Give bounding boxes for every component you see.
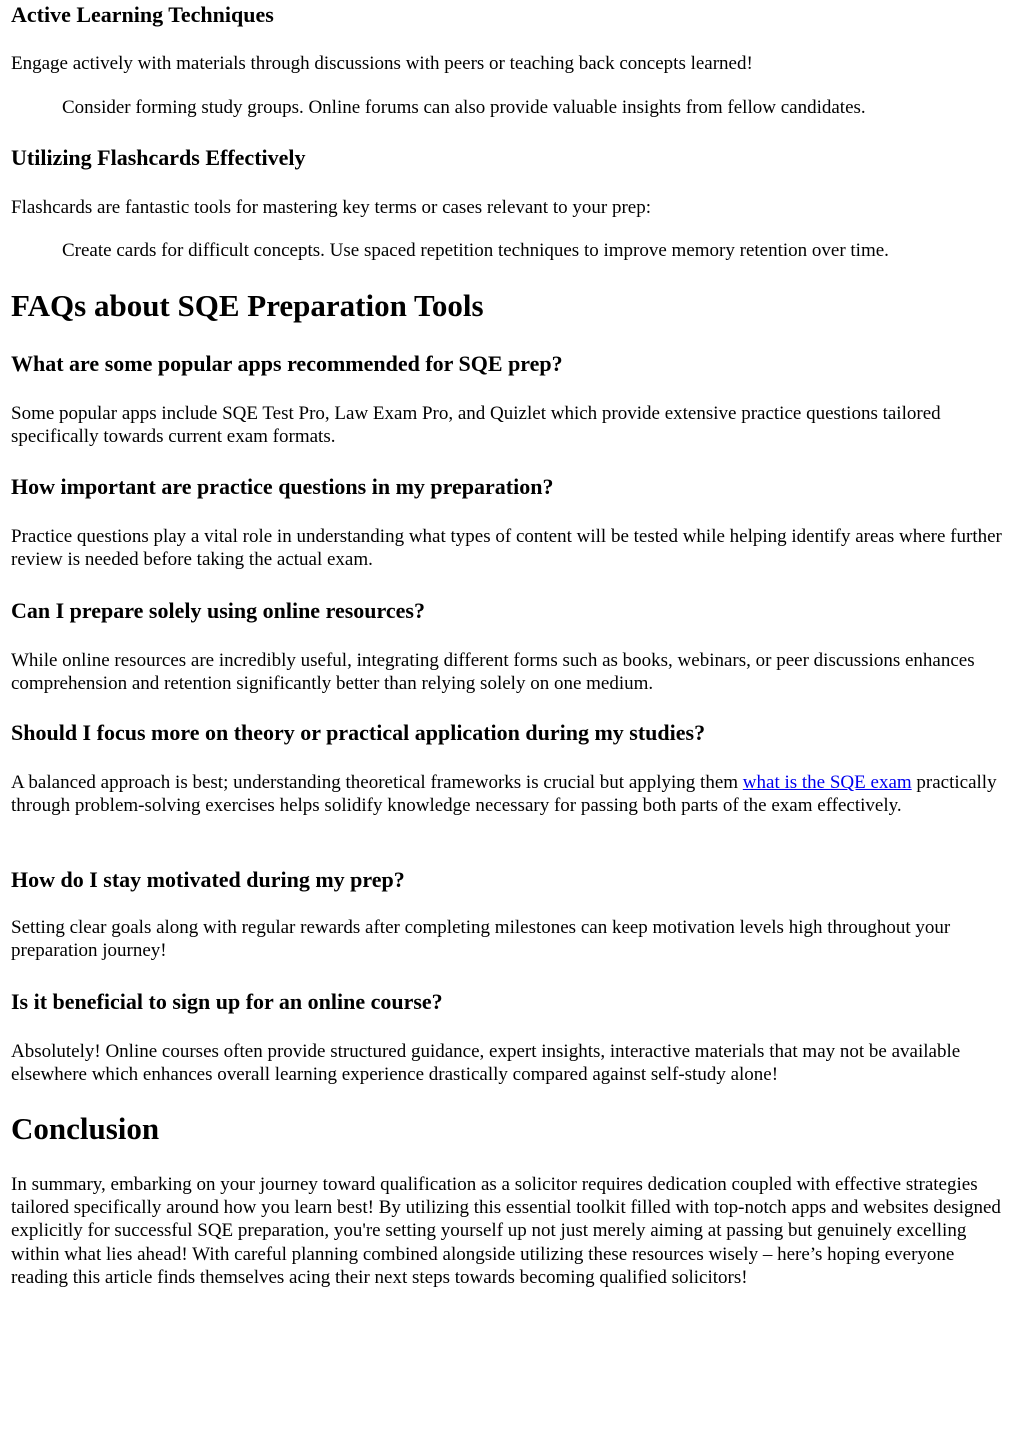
section-heading-flashcards: Utilizing Flashcards Effectively — [11, 145, 306, 170]
faq-answer: Setting clear goals along with regular rewards after completing milestones can keep motivation levels high throughout your preparation journey! — [11, 917, 951, 962]
faq-answer — [11, 771, 1006, 817]
faq-answer: Some popular apps include SQE Test Pro, Law Exam Pro, and Quizlet which provide extensive practice questions tailored specifically towards current exam formats. — [11, 403, 941, 448]
faq-question: How do I stay motivated during my prep? — [11, 867, 405, 892]
faqs-title: FAQs about SQE Preparation Tools — [11, 288, 484, 323]
faq-question: Should I focus more on theory or practical application during my studies? — [11, 720, 706, 745]
indented-paragraph-flashcards: Create cards for difficult concepts. Use spaced repetition techniques to improve memory retention over time. — [62, 240, 889, 261]
faq-question: What are some popular apps recommended for SQE prep? — [11, 351, 563, 376]
section-heading-active-learning: Active Learning Techniques — [11, 2, 274, 27]
section-paragraph-flashcards: Flashcards are fantastic tools for mastering key terms or cases relevant to your prep: — [11, 197, 651, 218]
indented-paragraph-active-learning: Consider forming study groups. Online forums can also provide valuable insights from fellow candidates. — [62, 97, 866, 118]
faq-question: Is it beneficial to sign up for an online course? — [11, 989, 443, 1014]
faq-question: Can I prepare solely using online resources? — [11, 598, 425, 623]
conclusion-title: Conclusion — [11, 1111, 160, 1146]
faq-answer: While online resources are incredibly useful, integrating different forms such as books, webinars, or peer discussions enhances comprehension and retention significantly better than relying solely on one medium. — [11, 650, 975, 695]
faq-answer: Practice questions play a vital role in understanding what types of content will be tested while helping identify areas where further review is needed before taking the actual exam. — [11, 526, 1002, 571]
faq-question: How important are practice questions in my preparation? — [11, 474, 554, 499]
faq-answer: Absolutely! Online courses often provide structured guidance, expert insights, interactive materials that may not be available elsewhere which enhances overall learning experience drastically compared against self-study alone! — [11, 1041, 961, 1086]
faq-answer-text: A balanced approach is best; understanding theoretical frameworks is crucial but applying them — [11, 772, 743, 793]
section-paragraph-active-learning: Engage actively with materials through discussions with peers or teaching back concepts learned! — [11, 53, 753, 74]
sqe-exam-link[interactable]: what is the SQE exam — [742, 772, 912, 793]
faq-answer-text: practically through problem-solving exercises helps solidify knowledge necessary for passing both parts of the exam effectively. — [11, 772, 997, 817]
conclusion-paragraph: In summary, embarking on your journey toward qualification as a solicitor requires dedication coupled with effective strategies tailored specifically around how you learn best! By utilizing this essential toolkit filled with top-notch apps and websites designed explicitly for successful SQE preparation, you're setting yourself up not just merely aiming at passing but genuinely excelling within what lies ahead! With careful planning combined alongside utilizing these resources wisely – here’s hoping everyone reading this article finds themselves acing their next steps towards becoming qualified solicitors! — [11, 1174, 1001, 1288]
